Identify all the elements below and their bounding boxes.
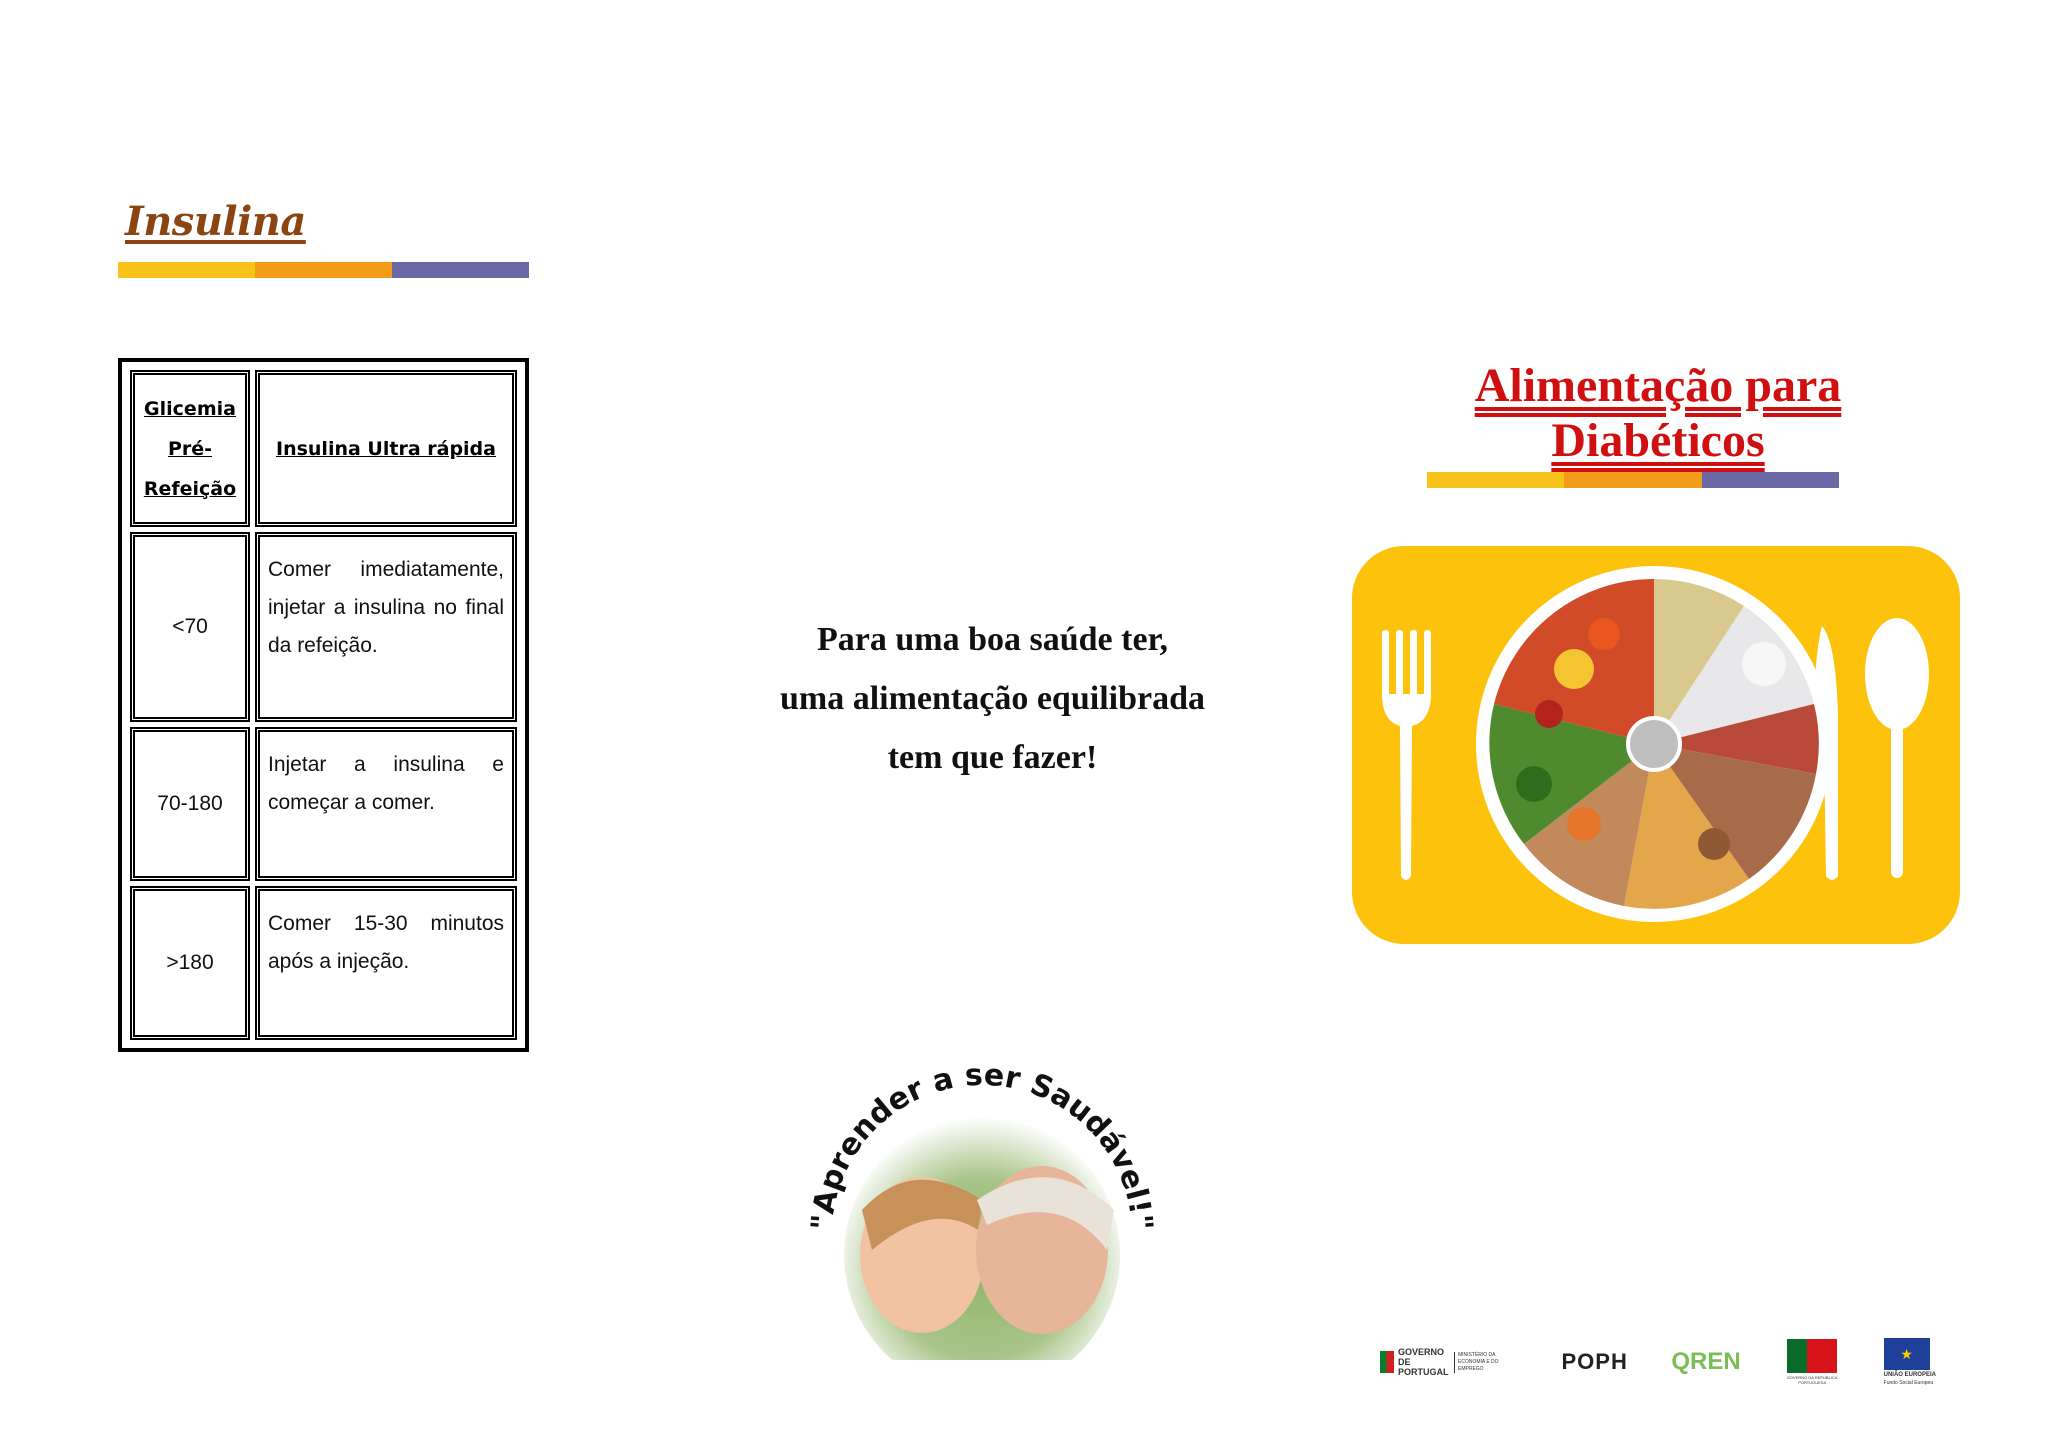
insulina-heading: Insulina: [125, 198, 306, 245]
aprender-logo: [802, 1060, 1162, 1360]
partner-poph: [1561, 1349, 1627, 1375]
instruction-line: após a injeção.: [268, 950, 410, 973]
glicemia-value: 70-180: [130, 727, 250, 881]
portugal-flag-icon: [1787, 1339, 1837, 1373]
flag-icon: [1380, 1351, 1394, 1373]
instruction-line: da refeição.: [268, 634, 378, 657]
partner-uniao-europeia: [1884, 1338, 1936, 1386]
bar-segment-purple: [392, 262, 529, 278]
partner-sub: MINISTÉRIO DA ECONOMIA E DO EMPREGO: [1454, 1352, 1518, 1373]
instruction-cell: [255, 532, 517, 722]
partner-governo-portugal: [1380, 1347, 1518, 1377]
bar-segment-purple: [1702, 472, 1839, 488]
logo-arc-text: "Aprender a ser Saudável!": [804, 1060, 1160, 1232]
partner-name: GOVERNO DA REPÚBLICA PORTUGUESA: [1786, 1375, 1838, 1385]
glicemia-value: >180: [130, 886, 250, 1040]
color-bar-right: [1427, 472, 1839, 488]
bar-segment-yellow: [1427, 472, 1564, 488]
color-bar-left: [118, 262, 529, 278]
bar-segment-orange: [255, 262, 392, 278]
slogan-line: tem que fazer!: [887, 739, 1098, 776]
partner-name: QREN: [1671, 1348, 1741, 1375]
slogan-line: uma alimentação equilibrada: [779, 680, 1206, 717]
header-glicemia-line3: Refeição: [143, 477, 237, 500]
food-plate-illustration: [1352, 546, 1960, 944]
slogan: [740, 610, 1245, 787]
instruction-cell: [255, 886, 517, 1040]
partner-name: UNIÃO EUROPEIA: [1883, 1372, 1936, 1378]
header-glicemia-line1: Glicemia: [144, 397, 236, 420]
bar-segment-orange: [1564, 472, 1701, 488]
instruction-line: Comer 15-30 minutos: [268, 912, 504, 935]
main-title-line2: Diabéticos: [1551, 414, 1765, 467]
partner-name: GOVERNO DE PORTUGAL: [1398, 1347, 1449, 1377]
partner-qren: [1671, 1348, 1740, 1376]
partner-republica: [1784, 1339, 1840, 1385]
food-wheel: [1489, 579, 1818, 909]
glicemia-value: <70: [130, 532, 250, 722]
main-title-line1: Alimentação para: [1474, 359, 1842, 412]
instruction-cell: [255, 727, 517, 881]
instruction-line: Comer imediatamente,: [268, 558, 504, 581]
table-row: [130, 532, 517, 722]
header-insulina: Insulina Ultra rápida: [255, 370, 517, 527]
instruction-line: começar a comer.: [268, 791, 435, 814]
header-glicemia-line2: Pré-: [167, 437, 213, 460]
insulin-table: [118, 358, 529, 1052]
instruction-line: injetar a insulina no final: [268, 596, 504, 619]
partner-logos: [1380, 1330, 1936, 1394]
table-row: [130, 727, 517, 881]
header-glicemia: [130, 370, 250, 527]
main-title: [1380, 358, 1936, 468]
partner-name: POPH: [1561, 1349, 1628, 1374]
eu-flag-icon: ★: [1884, 1338, 1930, 1370]
slogan-line: Para uma boa saúde ter,: [816, 621, 1169, 658]
table-row: [130, 886, 517, 1040]
bar-segment-yellow: [118, 262, 255, 278]
instruction-line: Injetar a insulina e: [268, 753, 504, 776]
partner-sub: Fundo Social Europeu: [1883, 1380, 1934, 1386]
